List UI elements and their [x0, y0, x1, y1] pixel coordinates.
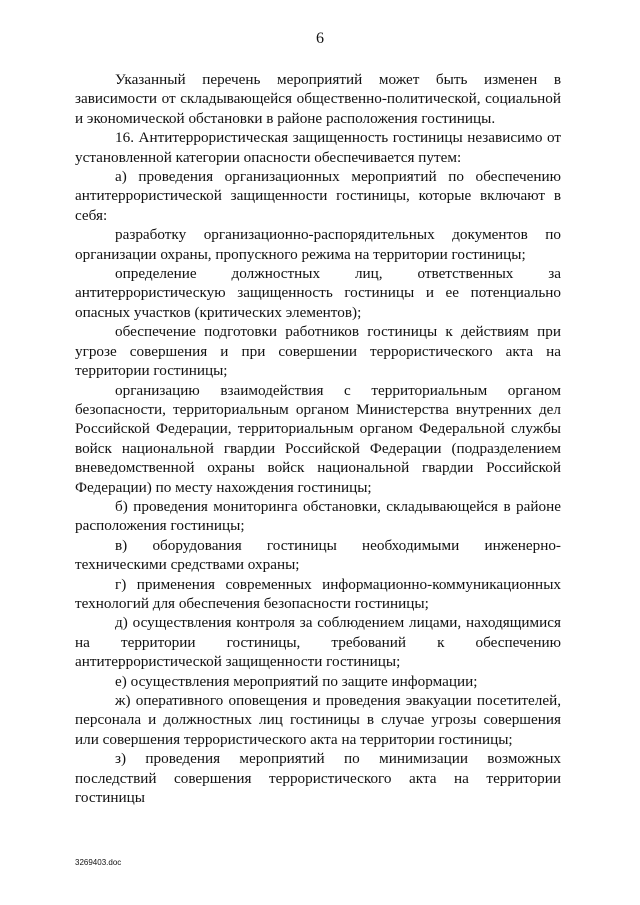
page-number: 6	[316, 30, 324, 47]
paragraph: б) проведения мониторинга обстановки, складывающейся в районе расположения гостиницы;	[75, 497, 561, 535]
paragraph: д) осуществления контроля за соблюдением лицами, находящимися на территории гостиницы, требований к обеспечению антитеррористической защищенности гостиницы;	[75, 614, 561, 671]
document-filename: 3269403.doc	[75, 858, 122, 867]
paragraph: 16. Антитеррористическая защищенность гостиницы независимо от установленной категории опасности обеспечивается путем:	[75, 129, 561, 166]
paragraph: е) осуществления мероприятий по защите информации;	[115, 672, 478, 690]
paragraph: ж) оперативного оповещения и проведения эвакуации посетителей, персонала и должностных лиц гостиницы в случае угрозы совершения или совершения террористического акта на территории гостиницы;	[75, 692, 561, 748]
paragraph: Указанный перечень мероприятий может быть изменен в зависимости от складывающейся общественно-политической, социальной и экономической обстановки в районе расположения гостиницы.	[75, 71, 561, 127]
paragraph: определение должностных лиц, ответственных за антитеррористическую защищенность гостиницы и ее потенциально опасных участков (критических элементов);	[75, 265, 561, 321]
paragraph: з) проведения мероприятий по минимизации возможных последствий совершения террористического акта на территории гостиницы	[75, 750, 561, 807]
paragraph: в) оборудования гостиницы необходимыми инженерно-техническими средствами охраны;	[75, 536, 561, 574]
paragraph: обеспечение подготовки работников гостиницы к действиям при угрозе совершения и при совершении террористического акта на территории гостиницы;	[75, 323, 561, 380]
paragraph: организацию взаимодействия с территориальным органом безопасности, территориальным органом Министерства внутренних дел Российской Федерации, территориальным органом Федеральной службы войск национальной гвардии Российской Федерации (подразделением вневедомственной охраны войск национальной гвардии Российской Федерации) по месту нахождения гостиницы;	[75, 381, 561, 496]
paragraph: а) проведения организационных мероприятий по обеспечению антитеррористической защищенности гостиницы, которые включают в себя:	[75, 168, 561, 224]
document-body	[75, 70, 561, 807]
paragraph: г) применения современных информационно-коммуникационных технологий для обеспечения безопасности гостиницы;	[75, 575, 561, 612]
paragraph: разработку организационно-распорядительных документов по организации охраны, пропускного режима на территории гостиницы;	[75, 226, 561, 263]
